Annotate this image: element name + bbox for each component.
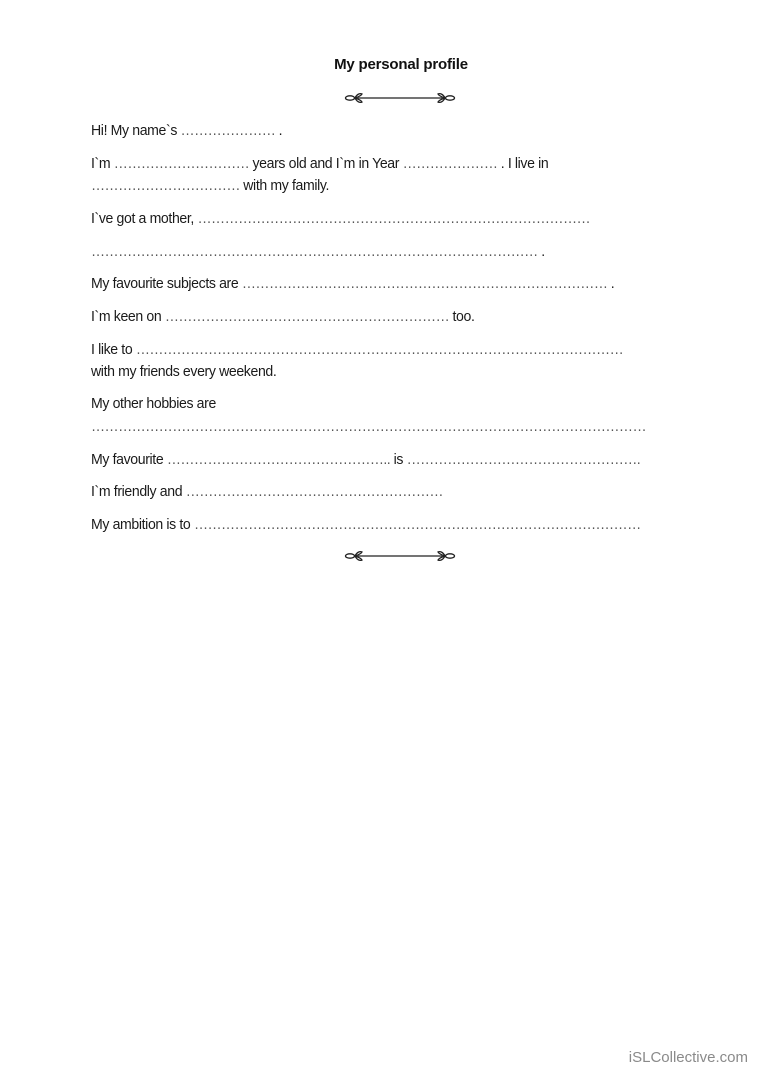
blank-ambition[interactable]: ……………………………………………………………………………………… xyxy=(193,516,641,533)
name-line xyxy=(91,120,282,142)
hobbies-blank-line xyxy=(91,416,646,438)
label: years old and I`m in Year xyxy=(252,155,403,172)
page-title: My personal profile xyxy=(334,56,468,73)
ambition-line xyxy=(91,514,641,536)
vine-divider-icon xyxy=(344,91,456,105)
label: I like to xyxy=(91,341,136,358)
blank-favourite-value[interactable]: ……………………………………………. xyxy=(406,451,641,468)
friendly-line xyxy=(91,481,443,503)
punct: . xyxy=(610,275,615,292)
watermark: iSLCollective.com xyxy=(628,1049,748,1066)
hobbies-line xyxy=(91,393,216,415)
keen-on-line xyxy=(91,306,474,328)
blank-favourite-thing[interactable]: ………………………………………….. xyxy=(166,451,391,468)
blank-subjects[interactable]: ……………………………………………………………………… xyxy=(241,275,611,292)
label: with my friends every weekend. xyxy=(91,363,277,380)
blank-age[interactable]: ………………………… xyxy=(113,155,253,172)
label: I`ve got a mother, xyxy=(91,210,198,227)
live-in-line xyxy=(91,175,329,197)
label: Hi! My name`s xyxy=(91,122,181,139)
family-line-cont xyxy=(91,241,545,263)
weekend-line xyxy=(91,361,276,383)
punct: . xyxy=(537,243,545,260)
label: I`m xyxy=(91,155,114,172)
age-year-line xyxy=(91,153,548,175)
blank-keen-on[interactable]: ……………………………………………………… xyxy=(164,308,453,325)
label: My other hobbies are xyxy=(91,395,216,412)
label: with my family. xyxy=(243,177,330,194)
label: I`m keen on xyxy=(91,308,165,325)
vine-divider-icon xyxy=(344,549,456,563)
blank-family[interactable]: …………………………………………………………………………… xyxy=(197,210,591,227)
label: . I live in xyxy=(500,155,549,172)
like-to-line xyxy=(91,339,623,361)
blank-year[interactable]: ………………… xyxy=(402,155,501,172)
blank-place[interactable]: …………………………… xyxy=(91,177,244,194)
label: My favourite xyxy=(91,451,167,468)
blank-hobbies[interactable]: …………………………………………………………………………………………………………… xyxy=(91,418,646,435)
favourite-line xyxy=(91,449,640,471)
blank-like-to[interactable]: ……………………………………………………………………………………………… xyxy=(135,341,624,358)
blank-family-cont[interactable]: ……………………………………………………………………………………… xyxy=(91,243,538,260)
label: is xyxy=(390,451,407,468)
label: too. xyxy=(452,308,475,325)
blank-friendly[interactable]: ………………………………………………… xyxy=(185,483,443,500)
label: My ambition is to xyxy=(91,516,194,533)
subjects-line xyxy=(91,273,614,295)
label: My favourite subjects are xyxy=(91,275,242,292)
blank-name[interactable]: ………………… xyxy=(180,122,279,139)
family-line xyxy=(91,208,590,230)
label: I`m friendly and xyxy=(91,483,186,500)
punct: . xyxy=(278,122,283,139)
